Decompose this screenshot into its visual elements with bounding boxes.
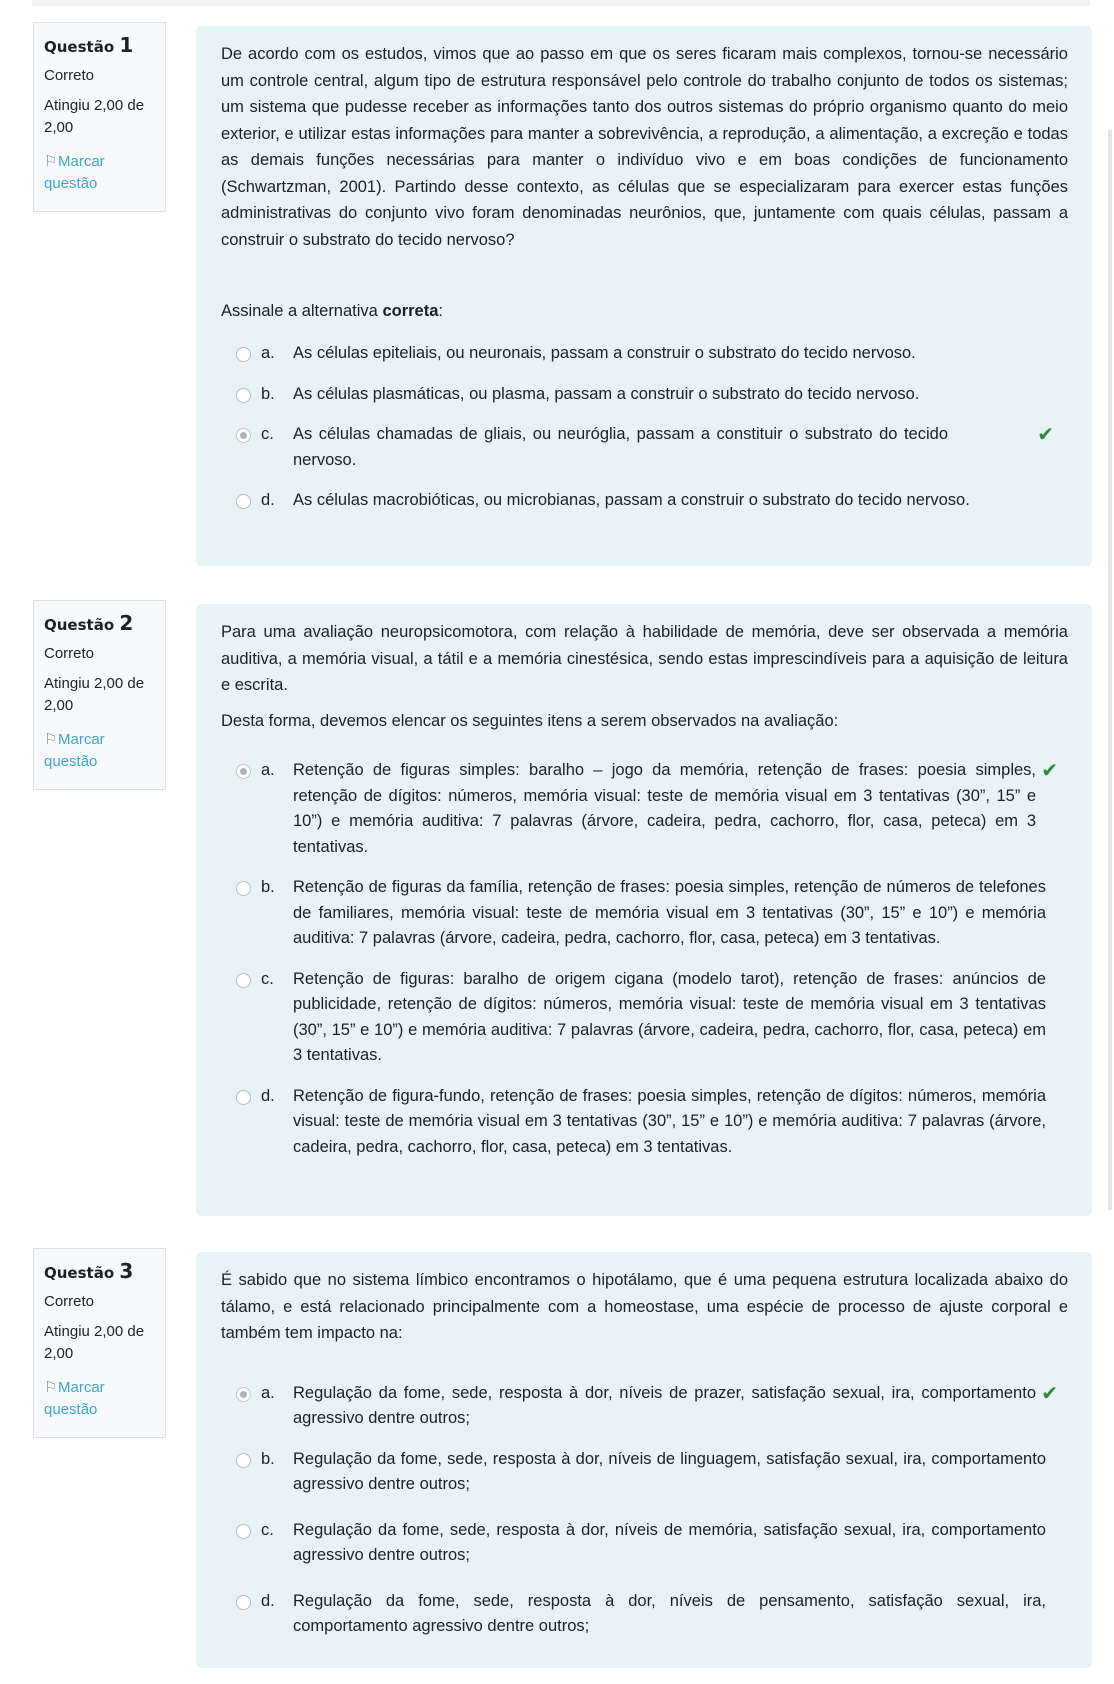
question-status: Correto xyxy=(44,645,95,662)
flag-icon: ⚐ xyxy=(44,731,58,748)
radio-button[interactable] xyxy=(236,973,251,988)
radio-button[interactable] xyxy=(236,347,251,362)
radio-button[interactable] xyxy=(236,1453,251,1468)
flag-question-link[interactable]: ⚐Marcar questão xyxy=(44,1379,105,1418)
scrollbar[interactable] xyxy=(1108,130,1112,1210)
correct-check-icon: ✔ xyxy=(1041,760,1058,782)
radio-button[interactable] xyxy=(236,1090,251,1105)
correct-check-icon: ✔ xyxy=(1041,1382,1058,1405)
question-info xyxy=(33,22,166,212)
radio-button-selected[interactable] xyxy=(236,428,251,443)
question-info xyxy=(33,1248,166,1438)
radio-button-selected[interactable] xyxy=(236,1387,251,1402)
question-content xyxy=(196,1252,1092,1668)
question-content xyxy=(196,604,1092,1216)
answer-list xyxy=(221,758,1068,1160)
question-prompt: Assinale a alternativa correta: xyxy=(221,302,443,320)
radio-button[interactable] xyxy=(236,1524,251,1539)
answer-option-b[interactable]: b. Retenção de figuras da família, retenção de frases: poesia simples, retenção de números de telefones de familiares, memória visual: teste de memória visual em 3 tentativas (30”, 15” e 10”) e memória auditiva: 7 palavras (árvore, cadeira, pedra, cachorro, flor, casa, peteca) em 3 tentativas. xyxy=(221,875,1068,952)
question-text-2: Desta forma, devemos elencar os seguintes itens a serem observados na avaliação: xyxy=(221,711,839,730)
answer-option-b[interactable]: b. Regulação da fome, sede, resposta à dor, níveis de linguagem, satisfação sexual, ira, comportamento agressivo dentre outros; xyxy=(221,1447,1068,1498)
answer-option-c[interactable]: c. Regulação da fome, sede, resposta à dor, níveis de memória, satisfação sexual, ira, comportamento agressivo dentre outros; xyxy=(221,1518,1068,1569)
answer-option-d[interactable]: d. Retenção de figura-fundo, retenção de frases: poesia simples, retenção de dígitos: números, memória visual: teste de memória visual em 3 tentativas (30”, 15” e 10”) e memória auditiva: 7 palavras (árvore, cadeira, pedra, cachorro, flor, casa, peteca) em 3 tentativas. xyxy=(221,1084,1068,1161)
question-info xyxy=(33,600,166,790)
question-grade: Atingiu 2,00 de 2,00 xyxy=(44,1323,145,1362)
question-text: De acordo com os estudos, vimos que ao passo em que os seres ficaram mais complexos, tornou-se necessário um controle central, algum tipo de estrutura responsável pelo controle do trabalho conjunto de todos os sistemas; um sistema que pudesse receber as informações tanto dos outros sistemas do próprio organismo quanto do meio exterior, e utilizar estas informações para manter a sobrevivência, a reprodução, a alimentação, a excreção e todas as demais funções necessárias para manter o indivíduo vivo e em boas condições de funcionamento (Schwartzman, 2001). Partindo desse contexto, as células que se especializaram para exercer estas funções administrativas do conjunto vivo foram denominadas neurônios, que, juntamente com quais células, passam a construir o substrato do tecido nervoso? xyxy=(221,45,1068,249)
flag-question-link[interactable]: ⚐Marcar questão xyxy=(44,153,105,192)
question-number: Questão 1 xyxy=(44,33,134,57)
answer-option-a[interactable]: a. Retenção de figuras simples: baralho – jogo da memória, retenção de frases: poesia simples, retenção de dígitos: números, memória visual: teste de memória visual em 3 tentativas (30”, 15” e 10”) e memória auditiva: 7 palavras (árvore, cadeira, pedra, cachorro, flor, casa, peteca) em 3 tentativas. ✔ xyxy=(221,758,1068,860)
correct-check-icon: ✔ xyxy=(1037,424,1054,446)
answer-option-d[interactable]: d. As células macrobióticas, ou microbianas, passam a construir o substrato do tecido nervoso. xyxy=(221,488,1068,514)
answer-list xyxy=(221,341,1068,514)
question-number: Questão 3 xyxy=(44,1259,134,1283)
question-content xyxy=(196,26,1092,566)
radio-button[interactable] xyxy=(236,388,251,403)
answer-option-a[interactable]: a. As células epiteliais, ou neuronais, passam a construir o substrato do tecido nervoso. xyxy=(221,341,1068,367)
question-text: É sabido que no sistema límbico encontramos o hipotálamo, que é uma pequena estrutura localizada abaixo do tálamo, e está relacionado principalmente com a homeostase, uma espécie de processo de ajuste corporal e também tem impacto na: xyxy=(221,1271,1068,1342)
question-number: Questão 2 xyxy=(44,611,134,635)
answer-option-c[interactable]: c. Retenção de figuras: baralho de origem cigana (modelo tarot), retenção de frases: anúncios de publicidade, retenção de dígitos: números, memória visual: teste de memória visual em 3 tentativas (30”, 15” e 10”) e memória auditiva: 7 palavras (árvore, cadeira, pedra, cachorro, flor, casa, peteca) em 3 tentativas. xyxy=(221,967,1068,1069)
answer-option-b[interactable]: b. As células plasmáticas, ou plasma, passam a construir o substrato do tecido nervoso. xyxy=(221,382,1068,408)
question-status: Correto xyxy=(44,67,95,84)
radio-button[interactable] xyxy=(236,494,251,509)
answer-option-c[interactable]: c. As células chamadas de gliais, ou neuróglia, passam a constituir o substrato do tecido nervoso. ✔ xyxy=(221,422,1068,473)
flag-icon: ⚐ xyxy=(44,1379,58,1396)
flag-icon: ⚐ xyxy=(44,153,58,170)
flag-question-link[interactable]: ⚐Marcar questão xyxy=(44,731,105,770)
radio-button[interactable] xyxy=(236,1595,251,1610)
radio-button[interactable] xyxy=(236,881,251,896)
question-status: Correto xyxy=(44,1293,95,1310)
question-text: Para uma avaliação neuropsicomotora, com relação à habilidade de memória, deve ser observada a memória auditiva, a memória visual, a tátil e a memória cinestésica, sendo estas imprescindíveis para a aquisição de leitura e escrita. xyxy=(221,623,1068,694)
top-divider xyxy=(32,0,1090,6)
question-grade: Atingiu 2,00 de 2,00 xyxy=(44,675,145,714)
radio-button-selected[interactable] xyxy=(236,764,251,779)
answer-option-a[interactable]: a. Regulação da fome, sede, resposta à dor, níveis de prazer, satisfação sexual, ira, comportamento agressivo dentre outros; ✔ xyxy=(221,1381,1068,1432)
answer-list xyxy=(221,1381,1068,1640)
answer-option-d[interactable]: d. Regulação da fome, sede, resposta à dor, níveis de pensamento, satisfação sexual, ira, comportamento agressivo dentre outros; xyxy=(221,1589,1068,1640)
question-grade: Atingiu 2,00 de 2,00 xyxy=(44,97,145,136)
